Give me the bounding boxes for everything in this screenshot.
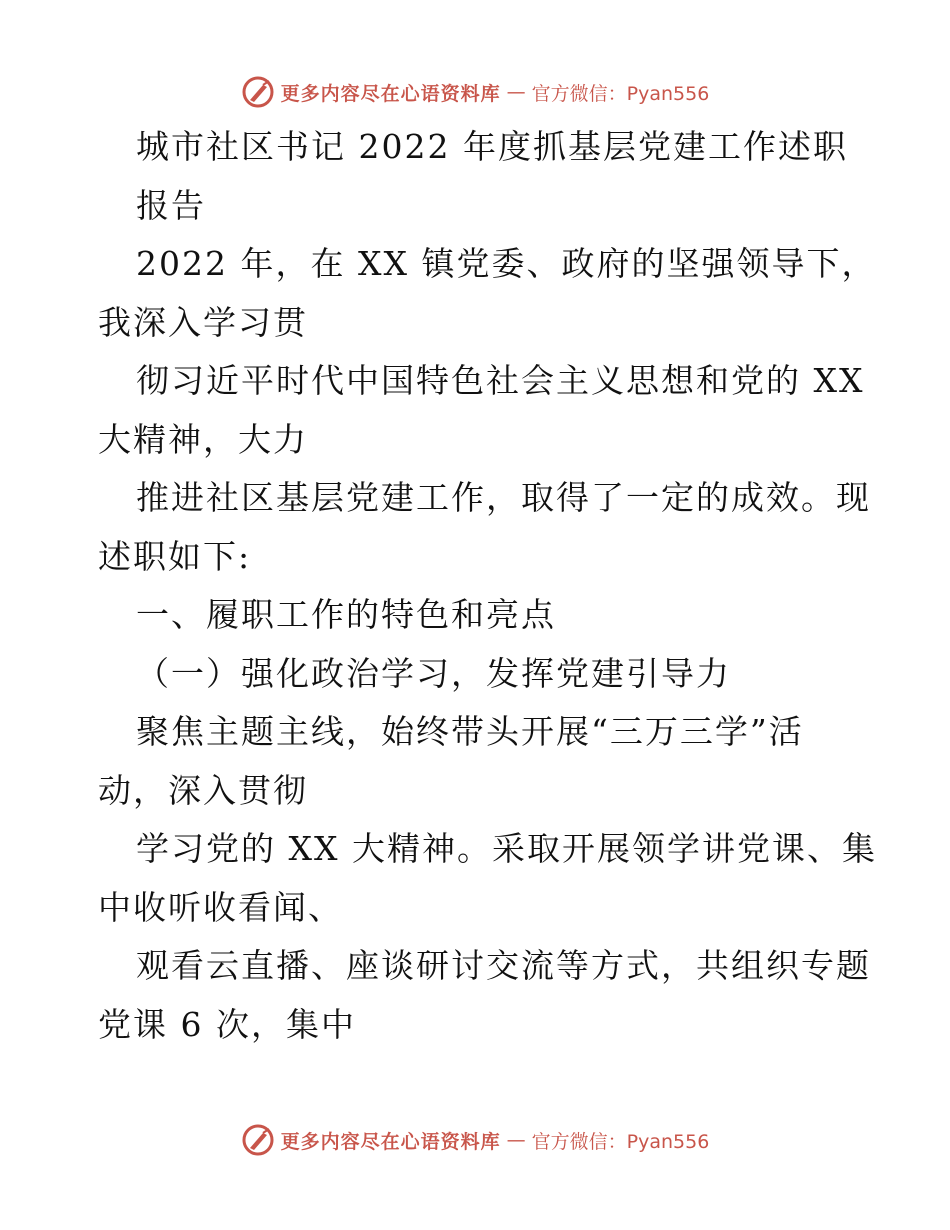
document-line: 城市社区书记 2022 年度抓基层党建工作述职	[136, 127, 848, 166]
document-line: 推进社区基层党建工作，取得了一定的成效。现	[136, 478, 871, 517]
watermark-site-text: 更多内容尽在心语资料库	[280, 1130, 501, 1153]
document-body	[98, 118, 877, 1054]
document-line: 学习党的 XX 大精神。采取开展领学讲党课、集	[136, 829, 877, 868]
watermark-separator: —	[506, 81, 526, 103]
document-line: 报告	[136, 185, 206, 225]
footer-watermark	[0, 1120, 950, 1160]
watermark-contact: 官方微信：Pyan556	[531, 1130, 710, 1153]
document-line: 大精神，大力	[98, 419, 308, 459]
document-line: 党课 6 次，集中	[98, 1004, 356, 1044]
document-line: 我深入学习贯	[98, 302, 308, 342]
document-line: 述职如下:	[98, 536, 252, 576]
quill-pen-icon	[241, 75, 275, 109]
document-line: 彻习近平时代中国特色社会主义思想和党的 XX	[136, 361, 865, 400]
watermark-group	[241, 75, 710, 109]
watermark-contact: 官方微信：Pyan556	[531, 82, 710, 105]
document-line: 观看云直播、座谈研讨交流等方式，共组织专题	[136, 946, 871, 985]
document-line: 一、履职工作的特色和亮点	[136, 595, 556, 634]
watermark-site-text: 更多内容尽在心语资料库	[280, 82, 501, 105]
watermark-separator: —	[506, 1129, 526, 1151]
watermark-group	[241, 1123, 710, 1157]
document-line: 2022 年，在 XX 镇党委、政府的坚强领导下，	[136, 244, 877, 283]
document-line: 动，深入贯彻	[98, 770, 308, 810]
header-watermark	[0, 72, 950, 112]
quill-pen-icon	[241, 1123, 275, 1157]
document-line: （一）强化政治学习，发挥党建引导力	[136, 653, 731, 693]
document-line: 中收听收看闻、	[98, 887, 343, 927]
document-line: 聚焦主题主线，始终带头开展“三万三学”活	[136, 712, 804, 751]
